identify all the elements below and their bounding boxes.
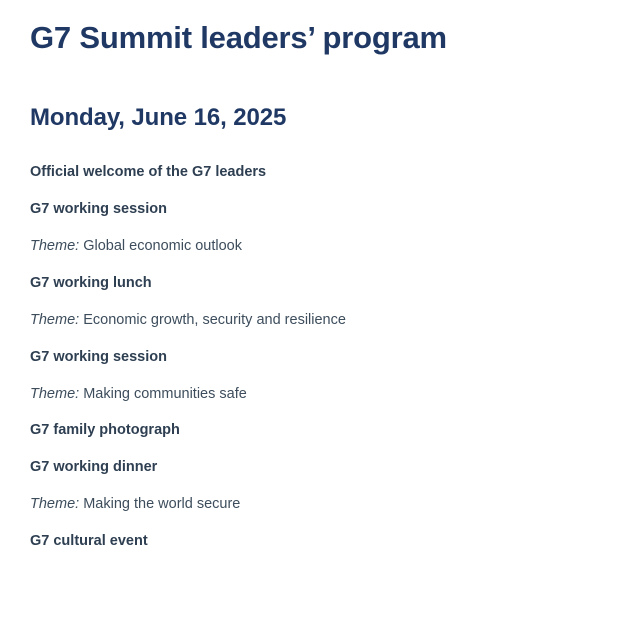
theme-label: Theme: (30, 496, 80, 513)
list-item (30, 163, 589, 182)
entry-theme (30, 495, 589, 514)
list-item (30, 458, 589, 514)
theme-text: Making the world secure (83, 496, 241, 513)
list-item (30, 200, 589, 256)
program-list (30, 163, 589, 550)
theme-text: Global economic outlook (83, 238, 242, 255)
entry-theme (30, 237, 589, 256)
entry-title: G7 family photograph (30, 422, 180, 439)
theme-label: Theme: (30, 385, 80, 402)
entry-title: G7 working session (30, 201, 167, 218)
entry-title: G7 working dinner (30, 459, 158, 476)
list-item (30, 348, 589, 404)
entry-title: Official welcome of the G7 leaders (30, 164, 267, 181)
list-item (30, 532, 589, 551)
entry-theme (30, 311, 589, 330)
page-title: G7 Summit leaders’ program (30, 20, 447, 55)
theme-text: Economic growth, security and resilience (83, 311, 346, 328)
list-item (30, 421, 589, 440)
list-item (30, 274, 589, 330)
theme-label: Theme: (30, 311, 80, 328)
entry-theme (30, 385, 589, 404)
theme-label: Theme: (30, 238, 80, 255)
entry-title: G7 working lunch (30, 275, 152, 292)
entry-title: G7 cultural event (30, 532, 148, 549)
theme-text: Making communities safe (83, 385, 247, 402)
date-heading: Monday, June 16, 2025 (30, 104, 287, 132)
entry-title: G7 working session (30, 348, 167, 365)
